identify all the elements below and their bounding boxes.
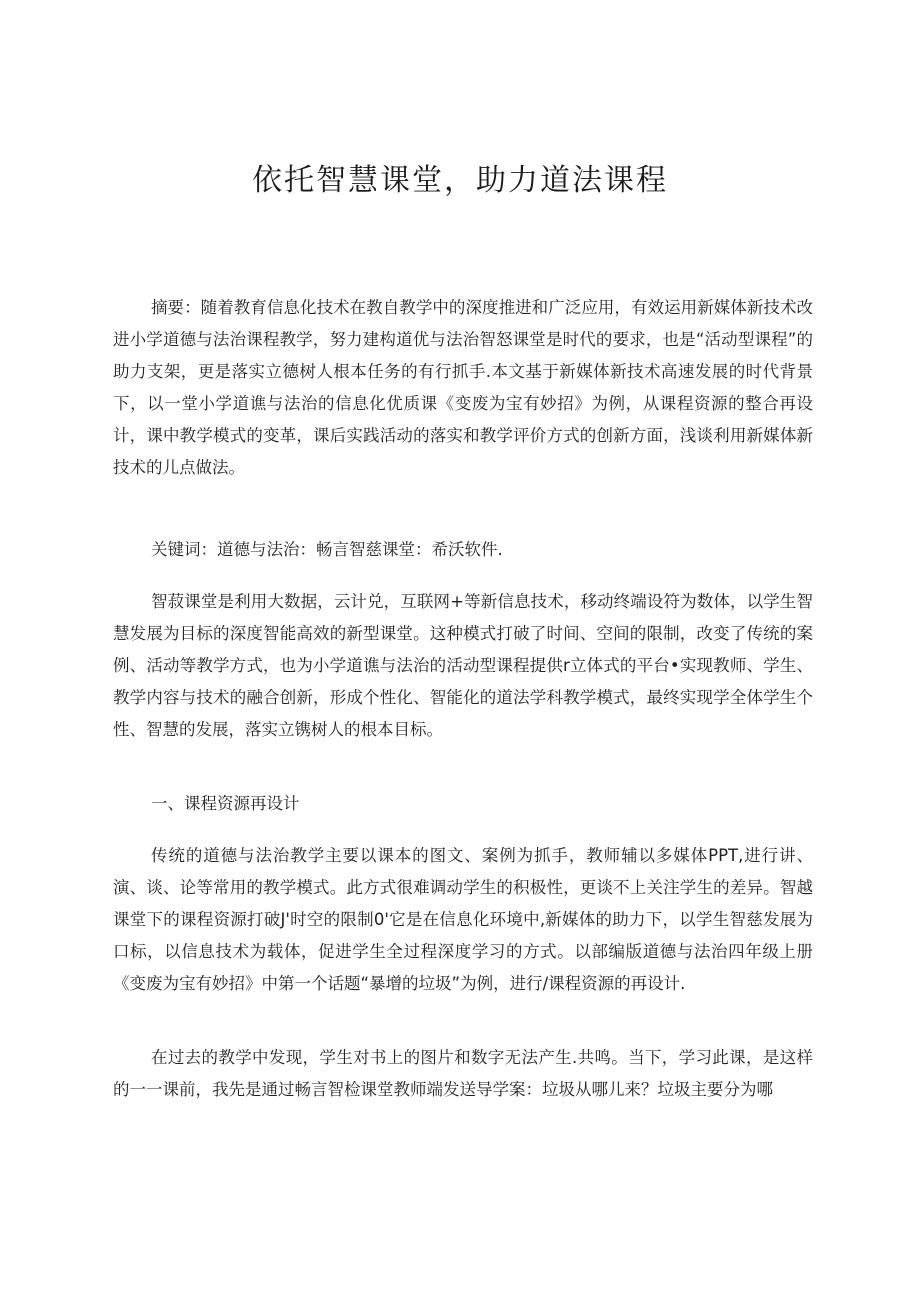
intro-paragraph: 智菽课堂是利用大数据，云计兑，互联网+等新信息技术，移动终端设符为数体，以学生智慧发展为目标的深度智能高效的新型课堂。这种模式打破了时间、空间的限制，改变了传统的案例、活动等教学方式，也为小学道谯与法治的活动型课程提供r立体式的平台•实现教师、学生、教学内容与技术的融合创新，形成个性化、智能化的道法学科教学模式，最终实现学全体学生个性、智慧的发展，落实立镌树人的根本目标。	[113, 592, 813, 739]
section-heading: 一、课程资源再设计	[151, 794, 300, 813]
document-title: 依托智慧课堂，助力道法课程	[252, 163, 668, 198]
keywords-paragraph: 关键词：道德与法治：畅言智慈课堂：希沃软件.	[151, 540, 503, 559]
traditional-teaching-paragraph: 传统的道德与法治教学主要以课本的图文、案例为抓手，教师辅以多媒体PPT,进行讲、演、谈、论等常用的教学模式。此方式很难调动学生的积极性，更谈不上关注学生的差异。智越课堂下的课程资源打破J'时空的限制0'它是在信息化环境中,新媒体的助力下，以学生智慈发展为口标，以信息技术为载体，促进学生全过程深度学习的方式。以部编版道德与法治四年级上册《变废为宝有妙招》中第一个话题“暴增的垃圾”为例，进行/课程资源的再设计.	[113, 846, 813, 993]
abstract-paragraph: 摘要：随着教育信息化技术在教自教学中的深度推进和广泛应用，有效运用新媒体新技术改进小学道德与法治课程教学，努力建构道优与法治智怒课堂是时代的要求，也是“活动型课程”的助力支架，更是落实立德树人根本任务的有行抓手.本文基于新媒体新技术高速发展的时代背景下，以一堂小学道谯与法治的信息化优质课《变废为宝有妙招》为例，从课程资源的整合再设计，课中教学模式的变革，课后实践活动的落实和教学评价方式的创新方面，浅谈利用新媒体新技术的儿点做法。	[113, 298, 813, 477]
past-teaching-paragraph: 在过去的教学中发现，学生对书上的图片和数字无法产生.共鸣。当下，学习此课，是这样的一一课前，我先是通过畅言智检课堂教师端发送导学案：垃圾从哪儿来？垃圾主要分为哪	[113, 1048, 813, 1099]
